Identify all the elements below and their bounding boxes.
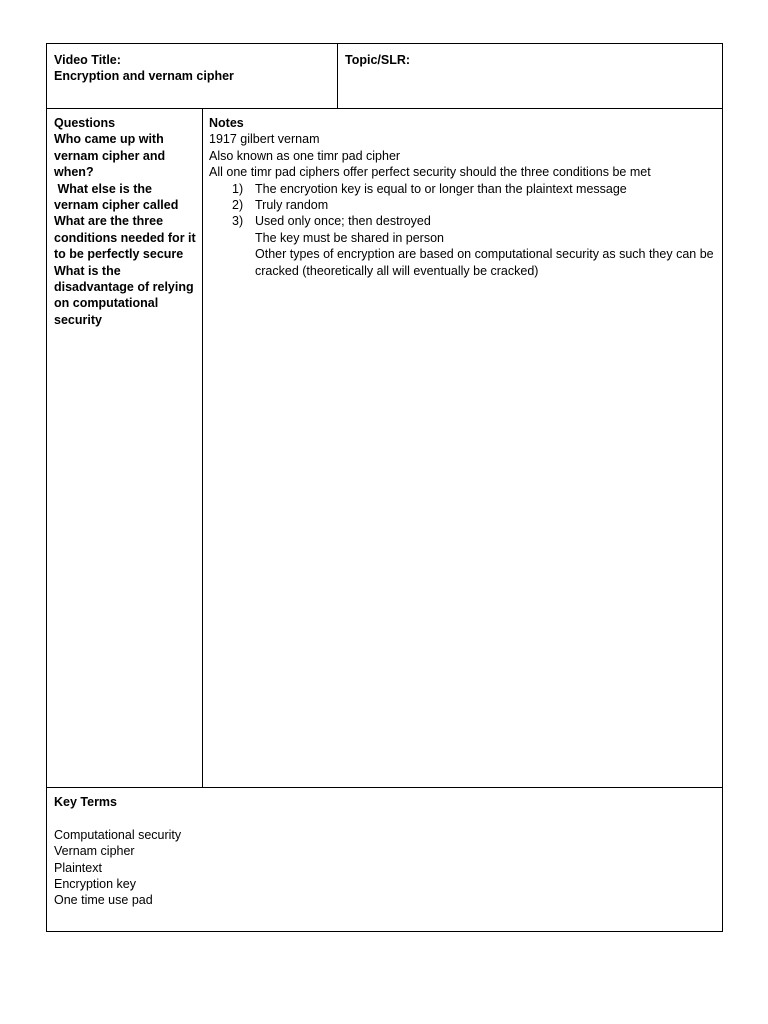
conditions-list [209,181,716,230]
list-text: Used only once; then destroyed [255,214,431,229]
question-item: What is the disadvantage of relying on computational security [54,263,198,327]
notes-column [203,108,722,787]
note-indented-line: Other types of encryption are based on computational security as such they can be cracked (theoretically all will eventually be cracked) [255,247,714,278]
video-title-label: Video Title: [54,53,121,67]
key-term-item: Plaintext [54,860,102,875]
cornell-notes-sheet [46,43,723,932]
list-number: 3) [232,214,244,229]
note-line: All one timr pad ciphers offer perfect security should the three conditions be met [209,165,651,180]
list-item [209,197,716,213]
list-number: 1) [232,181,244,196]
notes-heading: Notes [209,116,244,130]
spacer [54,810,715,826]
key-terms-heading: Key Terms [54,795,117,809]
note-indented-line: The key must be shared in person [255,230,444,245]
topic-cell [338,44,722,108]
list-item [209,213,716,229]
questions-column [47,108,203,787]
list-item [209,181,716,197]
question-item: What else is the vernam cipher called [54,181,179,213]
key-term-item: Encryption key [54,877,136,892]
topic-label: Topic/SLR: [345,53,411,67]
list-number: 2) [232,198,244,213]
video-title-value: Encryption and vernam cipher [54,69,234,84]
key-terms-row [47,787,722,931]
note-line: Also known as one timr pad cipher [209,148,401,163]
question-item: Who came up with vernam cipher and when? [54,132,169,180]
content-row [47,108,722,788]
key-term-item: One time use pad [54,893,153,908]
video-title-cell [47,44,338,108]
question-item: What are the three conditions needed for it to be perfectly secure [54,214,200,262]
list-text: The encryotion key is equal to or longer than the plaintext message [255,181,627,196]
questions-heading: Questions [54,116,116,130]
key-term-item: Vernam cipher [54,844,135,859]
key-term-item: Computational security [54,827,182,842]
note-line: 1917 gilbert vernam [209,132,320,147]
header-row [47,44,722,109]
list-text: Truly random [255,198,329,213]
